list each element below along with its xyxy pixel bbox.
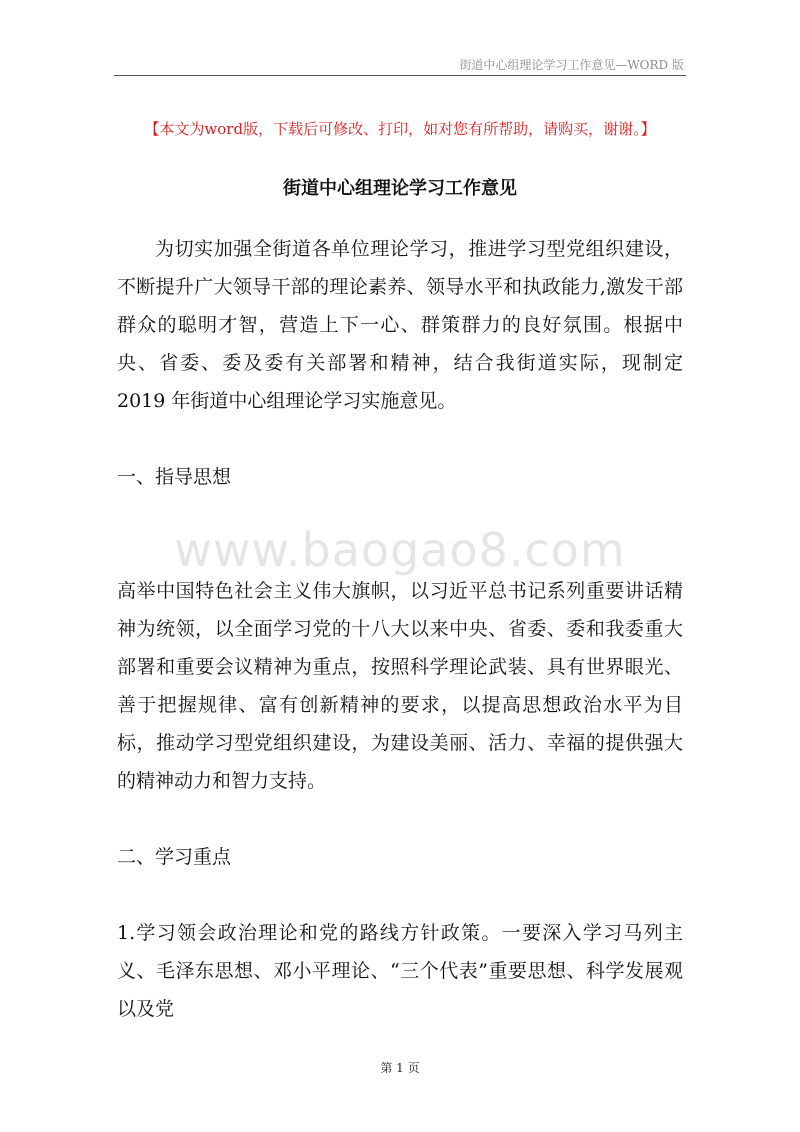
spacer [117,496,683,534]
guiding-ideology-paragraph: 高举中国特色社会主义伟大旗帜，以习近平总书记系列重要讲话精神为统领，以全面学习党的十八大以来中央、省委、委和我委重大部署和重要会议精神为重点，按照科学理论武装、具有世界眼光、善于把握规律、富有创新精神的要求，以提高思想政治水平为目标，推动学习型党组织建设，为建设美丽、活力、幸福的提供强大的精神动力和智力支持。 [117,580,683,792]
document-title: 街道中心组理论学习工作意见 [283,178,517,199]
watermark: www.baogao8.com [174,523,626,577]
section-heading-guiding-ideology: 一、指导思想 [117,466,232,488]
document-body [117,230,683,1028]
study-focus-paragraph: 1.学习领会政治理论和党的路线方针政策。一要深入学习马列主义、毛泽东思想、邓小平理论、“三个代表”重要思想、科学发展观以及党 [117,922,683,1020]
page-number: 第 1 页 [380,1061,420,1075]
intro-paragraph: 为切实加强全街道各单位理论学习，推进学习型党组织建设，不断提升广大领导干部的理论素养、领导水平和执政能力,激发干部群众的聪明才智，营造上下一心、群策群力的良好氛围。根据中央、省委、委及委有关部署和精神，结合我街道实际，现制定 2019 年街道中心组理论学习实施意见。 [117,238,683,412]
running-header: 街道中心组理论学习工作意见—WORD 版 [459,58,684,72]
spacer [117,876,683,914]
spacer [117,420,683,458]
purchase-notice: 【本文为word版，下载后可修改、打印，如对您有所帮助，请购买，谢谢。】 [144,120,656,138]
section-heading-study-focus: 二、学习重点 [117,846,232,868]
header-divider [114,75,686,76]
spacer [117,534,683,572]
spacer [117,800,683,838]
